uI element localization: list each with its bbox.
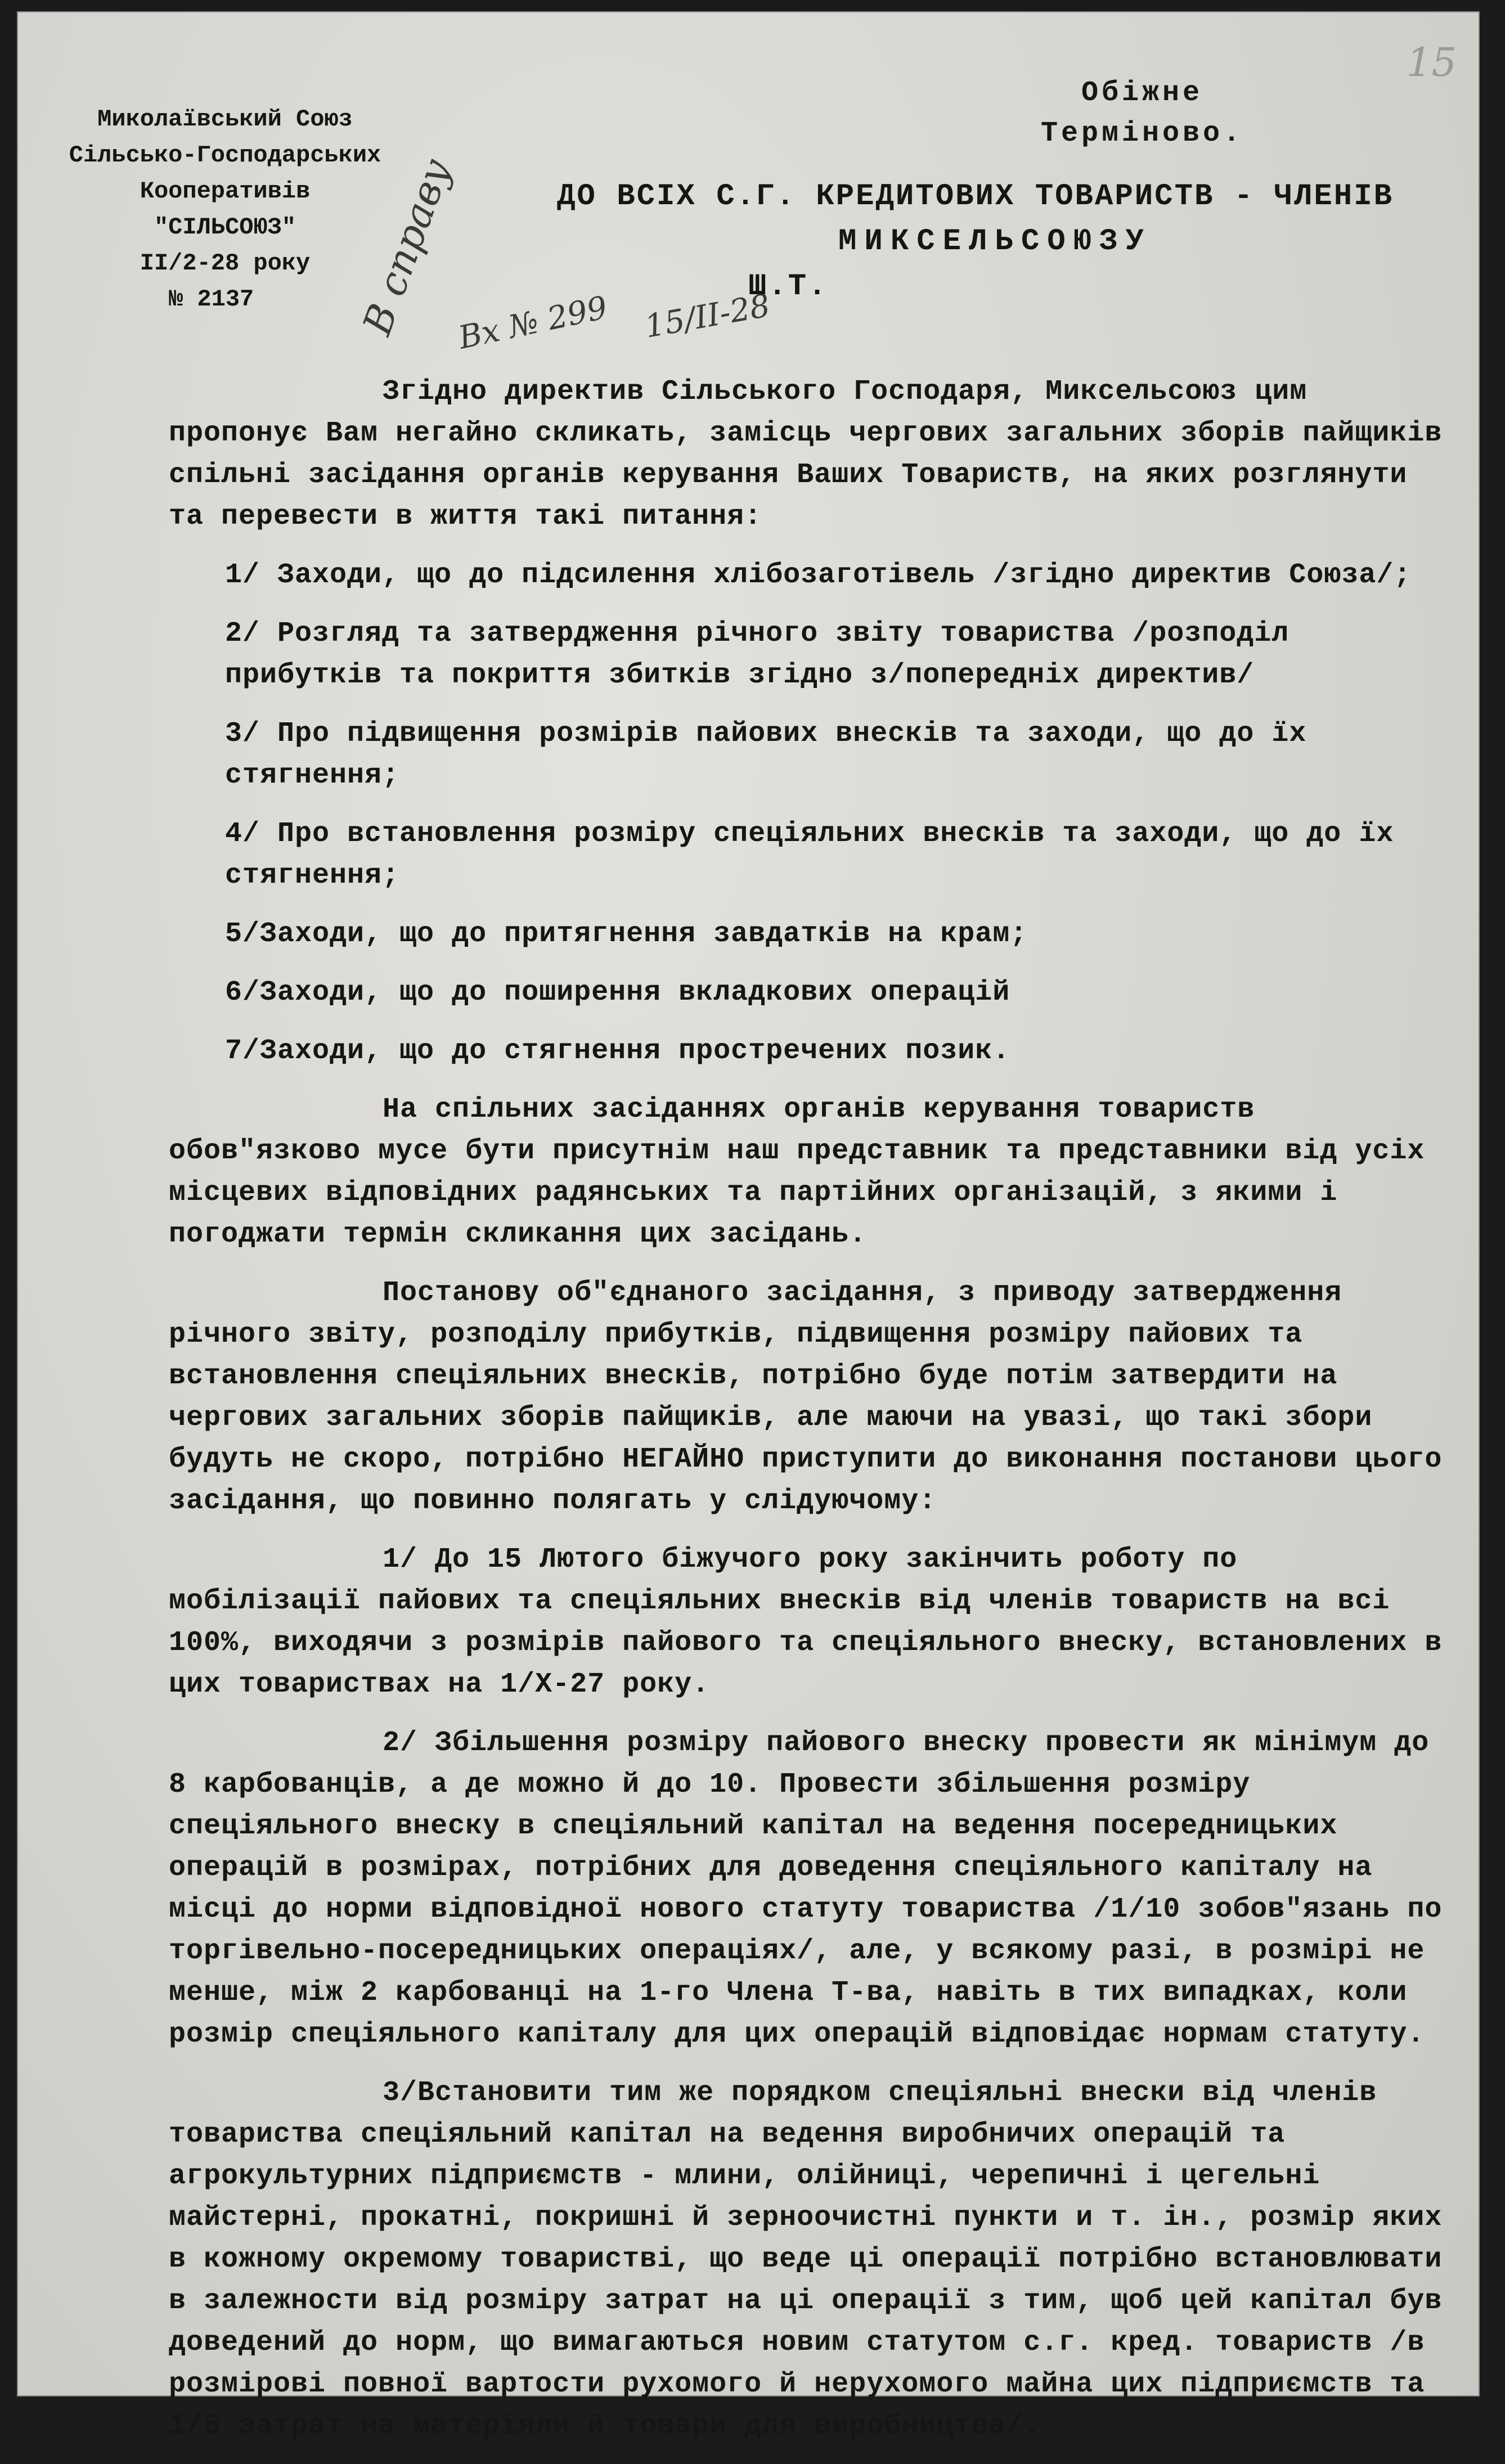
subpoint-1: 1/ До 15 Лютого біжучого року закінчить роботу по мобілізації пайових та спеціяльних внесків від членів товариств на всі 100%, виходячи з розмірів пайового та спеціяльного внеску, встановлених в цих товариствах на 1/Х-27 року.: [169, 1544, 1460, 1701]
sender-line-3: Кооперативів: [140, 178, 311, 205]
heading: [557, 174, 1435, 309]
sender-line-1: Миколаївський Союз: [97, 106, 353, 133]
subpoint-3: 3/Встановити тим же порядком спеціяльні внески від членів товариства спеціяльний капітал на ведення виробничих операцій та агрокультурних підприємств - млини, олійниці, черепичні і цегельні майстерні, прокатні, покришні й зерноочистні пункти и т. ін., розмір яких в кожному окремому товаристві, що веде ці операції потрібно встановлювати в залежности від розміру затрат на ці операції з тим, щоб цей капітал був доведений до норм, що вимагаються новим статутом с.г. кред. товариств /в розмірові повної вартости рухомого й нерухомого майна цих підприємств та 1/5 затрат на матеріяли й товари для виробництва/.: [169, 2077, 1460, 2442]
agenda-item-1: 1/ Заходи, що до підсилення хлібозаготівель /згідно директив Союза/;: [225, 559, 1412, 591]
sender-date: II/2-28 року: [140, 250, 311, 277]
heading-line-3: Ш.Т.: [748, 269, 828, 304]
agenda-item-4: 4/ Про встановлення розміру спеціяльних внесків та заходи, що до їх стягнення;: [225, 818, 1412, 892]
handwritten-line-3: 15/ІІ-28: [642, 287, 773, 345]
subpoint-2: 2/ Збільшення розміру пайового внеску провести як мінімум до 8 карбованців, а де можно й до 10. Провести збільшення розміру спеціяльного внеску в спеціяльний капітал на ведення посередницьких операцій в розмірах, потрібних для доведення спеціяльного капіталу на місці до норми відповідної нового статуту товариства /1/10 зобов"язань по торгівельно-посередницьких операціях/, але, у всякому разі, в розмірі не менше, між 2 карбованці на 1-го Члена Т-ва, навіть в тих випадках, коли розмір спеціяльного капіталу для цих операцій відповідає нормам статуту.: [169, 1727, 1460, 2051]
agenda-item-3: 3/ Про підвищення розмірів пайових внесків та заходи, що до їх стягнення;: [225, 718, 1324, 792]
sender-line-4: "СІЛЬСОЮЗ": [154, 214, 296, 241]
paragraph-representatives: На спільних засіданнях органів керування товариств обов"язково мусе бути присутнім наш представник та представники від усіх місцевих відповідних радянських та партійних організацій, з якими і погоджати термін скликання цих засідань.: [169, 1094, 1443, 1251]
intro-paragraph: Згідно директив Сільського Господаря, Миксельсоюз цим пропонує Вам негайно скликать, замісць чергових загальних зборів пайщиків спільні засідання органів керування Ваших Товариств, на яких розглянути та перевести в життя такі питання:: [169, 376, 1460, 533]
sender-number: № 2137: [169, 286, 254, 313]
corner-mark-line-2: Терміново.: [1040, 118, 1244, 150]
paragraph-resolution: Постанову об"єднаного засідання, з приводу затвердження річного звіту, розподілу прибутків, підвищення розміру пайових та встановлення спеціяльних внесків, потрібно буде потім затвердити на чергових загальних зборів пайщиків, але маючи на увазі, що такі збори будуть не скоро, потрібно НЕГАЙНО приступити до виконання постанови цього засідання, що повинно полягать у слідуючому:: [169, 1277, 1460, 1517]
heading-line-1: ДО ВСІХ С.Г. КРЕДИТОВИХ ТОВАРИСТВ - ЧЛЕНІВ: [557, 179, 1394, 214]
agenda-item-5: 5/Заходи, що до притягнення завдатків на крам;: [225, 918, 1028, 950]
corner-mark: [1018, 73, 1266, 154]
handwritten-line-2: Вх № 299: [455, 289, 611, 357]
agenda-item-6: 6/Заходи, що до поширення вкладкових операцій: [225, 977, 1010, 1009]
agenda-item-2: 2/ Розгляд та затвердження річного звіту товариства /розподіл прибутків та покриття збитків згідно з/попередніх директив/: [225, 618, 1307, 691]
corner-mark-line-1: Обіжне: [1081, 77, 1203, 109]
document-body: [169, 371, 1460, 2464]
handwritten-line-1: В справу: [353, 152, 460, 341]
page-number: 15: [1407, 39, 1457, 86]
heading-line-2: МИКСЕЛЬСОЮЗУ: [838, 224, 1152, 259]
sender-block: [56, 101, 394, 317]
sender-line-2: Сільсько-Господарських: [69, 142, 381, 169]
agenda-item-7: 7/Заходи, що до стягнення простречених позик.: [225, 1035, 1010, 1067]
document-page: [17, 11, 1480, 2442]
